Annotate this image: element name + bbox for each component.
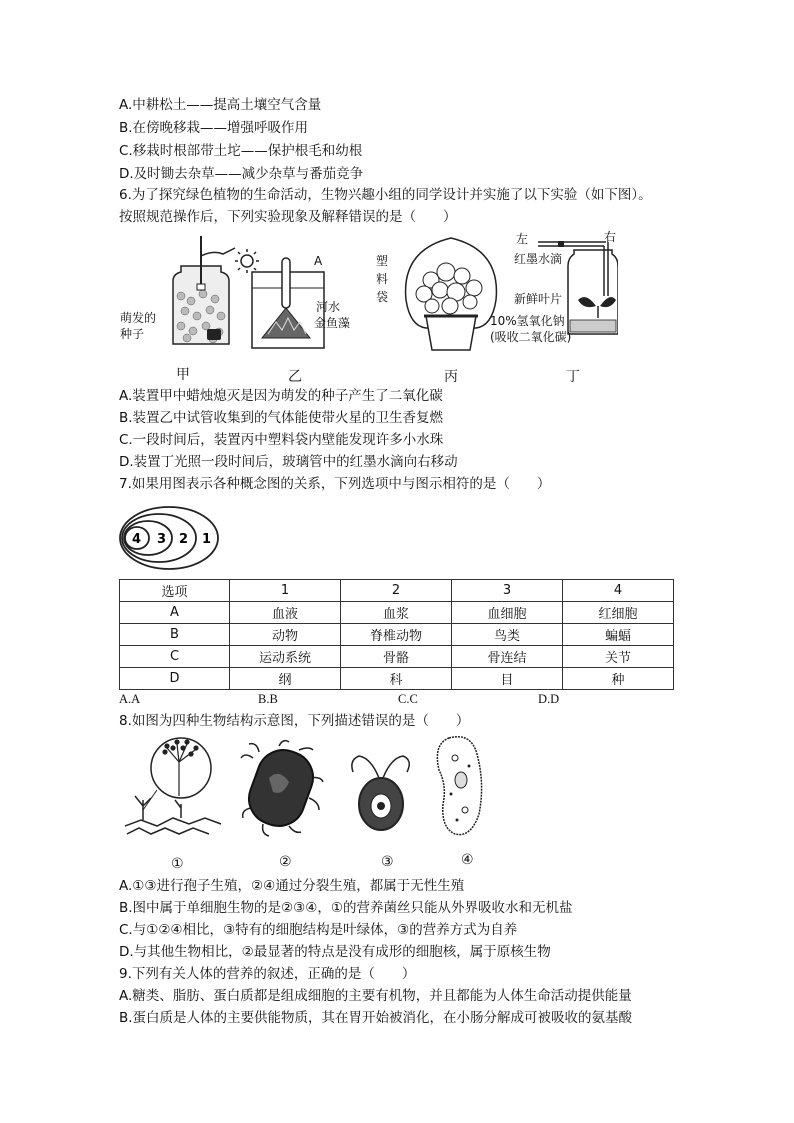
table-cell: 血液 — [230, 602, 341, 624]
q9-option-a: A.糖类、脂肪、蛋白质都是组成细胞的主要有机物，并且都能为人体生命活动提供能量 — [119, 988, 632, 1004]
table-header-cell: 2 — [340, 580, 451, 602]
q5-option-b: B.在傍晚移栽——增强呼吸作用 — [119, 120, 309, 136]
organism-label-1: ① — [171, 856, 184, 872]
left-label: 左 — [516, 232, 529, 246]
table-header-cell: 1 — [230, 580, 341, 602]
jar-with-seeds-illustration — [163, 236, 243, 351]
table-cell: 种 — [562, 668, 673, 690]
q6-option-d: D.装置丁光照一段时间后，玻璃管中的红墨水滴向右移动 — [119, 454, 458, 470]
table-cell: 纲 — [230, 668, 341, 690]
q6-experiment-figure — [118, 226, 618, 386]
table-header-cell: 4 — [562, 580, 673, 602]
label-a: A — [314, 254, 323, 268]
ding-caption: 丁 — [566, 369, 580, 385]
table-cell: 骨连结 — [451, 646, 562, 668]
q5-option-d: D.及时锄去杂草——减少杂草与番茄竞争 — [119, 166, 364, 182]
q7-answer-d: D.D — [538, 692, 560, 706]
q7-answer-b: B.B — [258, 692, 278, 706]
table-cell: D — [120, 668, 230, 690]
table-cell: 关节 — [562, 646, 673, 668]
seeds-label-2: 种子 — [120, 327, 145, 341]
table-cell: B — [120, 624, 230, 646]
table-cell: 目 — [451, 668, 562, 690]
table-row — [120, 602, 674, 624]
absorb-co2-label: (吸收二氧化碳) — [490, 330, 572, 344]
nested-circles-diagram — [119, 505, 223, 571]
circle-label-4: 4 — [132, 532, 142, 547]
fresh-leaf-label: 新鲜叶片 — [514, 292, 563, 306]
bing-caption: 丙 — [444, 369, 458, 385]
river-water-label: 河水 — [316, 300, 341, 314]
table-cell: A — [120, 602, 230, 624]
table-row — [120, 624, 674, 646]
table-row — [120, 646, 674, 668]
paramecium-illustration — [429, 734, 489, 840]
organism-label-3: ③ — [381, 854, 394, 870]
bacterium-illustration — [239, 738, 325, 838]
table-header-cell: 3 — [451, 580, 562, 602]
jar-lid-icon — [206, 326, 222, 342]
q6-stem-line2: 按照规范操作后，下列实验现象及解释错误的是（ ） — [119, 209, 457, 225]
right-label: 右 — [604, 230, 617, 244]
organism-label-4: ④ — [461, 852, 474, 868]
chlamydomonas-illustration — [345, 738, 417, 838]
q6-stem-line1: 6.为了探究绿色植物的生命活动，生物兴趣小组的同学设计并实施了以下实验（如下图）。 — [119, 187, 652, 203]
q8-organism-figure — [119, 734, 499, 874]
naoh-label: 10%氢氧化钠 — [490, 314, 565, 328]
yi-caption: 乙 — [288, 369, 302, 385]
mold-illustration — [121, 734, 225, 840]
organism-label-2: ② — [279, 854, 292, 870]
table-row — [120, 668, 674, 690]
table-cell: 运动系统 — [230, 646, 341, 668]
bag-label-2: 料 — [376, 272, 389, 286]
q5-option-a: A.中耕松土——提高土壤空气含量 — [119, 97, 322, 113]
table-cell: 鸟类 — [451, 624, 562, 646]
q9-stem: 9.下列有关人体的营养的叙述，正确的是（ ） — [119, 966, 416, 982]
red-ink-label: 红墨水滴 — [514, 252, 563, 266]
q7-answer-c: C.C — [398, 692, 418, 706]
table-cell: 血细胞 — [451, 602, 562, 624]
circle-label-3: 3 — [157, 532, 167, 547]
q7-stem: 7.如果用图表示各种概念图的关系，下列选项中与图示相符的是（ ） — [119, 476, 551, 492]
circle-label-2: 2 — [179, 532, 189, 547]
q8-option-d: D.与其他生物相比，②最显著的特点是没有成形的细胞核，属于原核生物 — [119, 944, 551, 960]
bag-label-1: 塑 — [376, 254, 389, 268]
q6-option-c: C.一段时间后，装置丙中塑料袋内壁能发现许多小水珠 — [119, 432, 444, 448]
q6-option-b: B.装置乙中试管收集到的气体能使带火星的卫生香复燃 — [119, 410, 444, 426]
q9-option-b: B.蛋白质是人体的主要供能物质，其在胃开始被消化，在小肠分解成可被吸收的氨基酸 — [119, 1010, 633, 1026]
seeds-label-1: 萌发的 — [120, 311, 157, 325]
q8-option-c: C.与①②④相比，③特有的细胞结构是叶绿体，③的营养方式为自养 — [119, 922, 518, 938]
q8-option-b: B.图中属于单细胞生物的是②③④，①的营养菌丝只能从外界吸收水和无机盐 — [119, 900, 573, 916]
table-cell: 脊椎动物 — [340, 624, 451, 646]
q7-answer-a: A.A — [119, 692, 141, 706]
table-cell: 蝙蝠 — [562, 624, 673, 646]
table-cell: 动物 — [230, 624, 341, 646]
jia-caption: 甲 — [176, 367, 190, 383]
table-header-row — [120, 580, 674, 602]
circle-label-1: 1 — [202, 532, 212, 547]
q7-options-table — [119, 579, 674, 690]
q6-option-a: A.装置甲中蜡烛熄灭是因为萌发的种子产生了二氧化碳 — [119, 388, 443, 404]
table-cell: 红细胞 — [562, 602, 673, 624]
table-cell: 骨骼 — [340, 646, 451, 668]
q5-option-c: C.移栽时根部带土坨——保护根毛和幼根 — [119, 143, 363, 159]
table-cell: 血浆 — [340, 602, 451, 624]
table-cell: C — [120, 646, 230, 668]
q8-option-a: A.①③进行孢子生殖，②④通过分裂生殖，都属于无性生殖 — [119, 878, 465, 894]
bag-label-3: 袋 — [376, 290, 389, 304]
table-header-cell: 选项 — [120, 580, 230, 602]
q8-stem: 8.如图为四种生物结构示意图，下列描述错误的是（ ） — [119, 713, 470, 729]
table-cell: 科 — [340, 668, 451, 690]
goldfish-algae-label: 金鱼藻 — [314, 316, 351, 330]
